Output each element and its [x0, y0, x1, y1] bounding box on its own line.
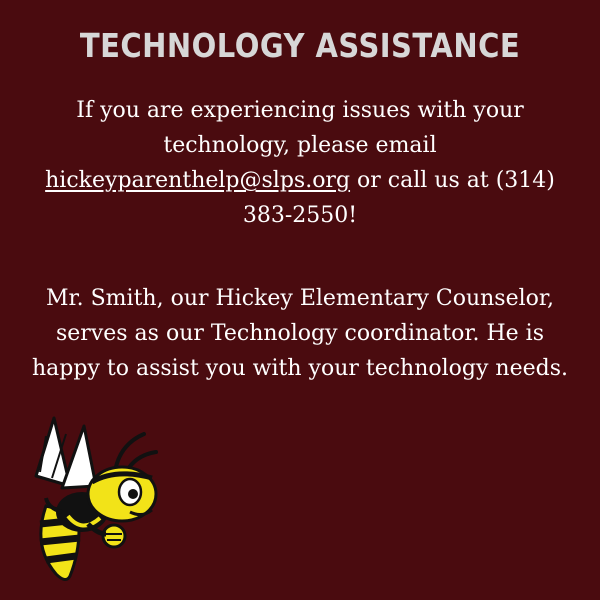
contact-paragraph: [30, 93, 570, 233]
flyer-title: TECHNOLOGY ASSISTANCE: [79, 26, 521, 65]
hornet-mascot-icon: [26, 416, 166, 586]
coordinator-paragraph: Mr. Smith, our Hickey Elementary Counselor, serves as our Technology coordinator. He is happy to assist you with your technology needs.: [32, 286, 568, 381]
contact-text-phone: or call us at (314) 383-2550!: [242, 168, 555, 228]
contact-text-intro: If you are experiencing issues with your technology, please email: [76, 98, 524, 158]
support-email-link[interactable]: hickeyparenthelp@slps.org: [45, 168, 351, 193]
